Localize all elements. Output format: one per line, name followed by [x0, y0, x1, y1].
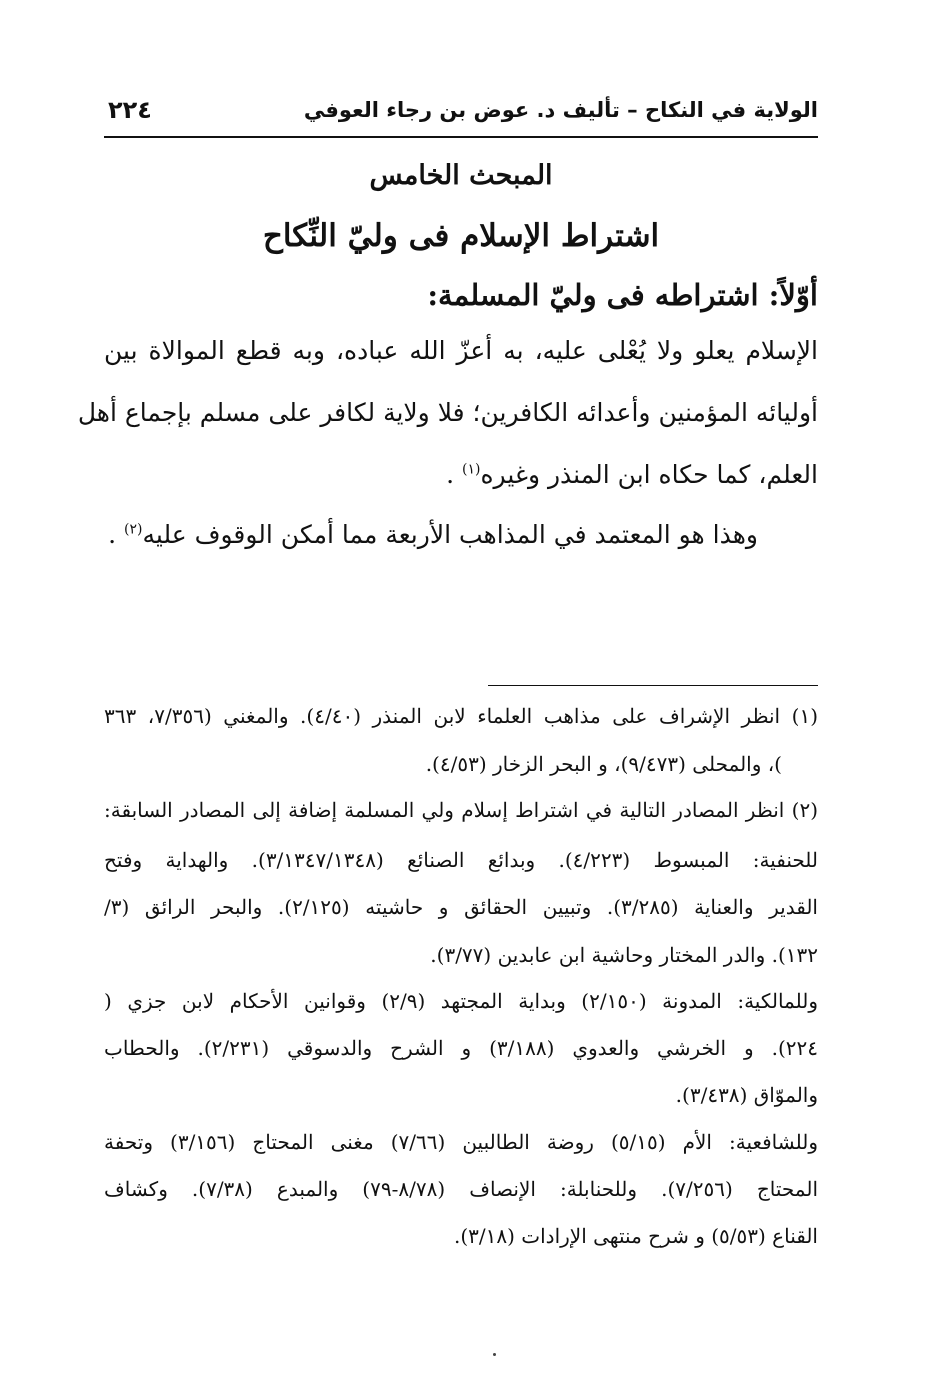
- footnote-1-line-1: (١) انظر الإشراف على مذاهب العلماء لابن المنذر (٤/٤٠). والمغني (٧/٣٥٦، ٣٦٣: [104, 704, 819, 728]
- paragraph-1-end: .: [446, 460, 462, 489]
- page-number: ٢٢٤: [108, 96, 152, 124]
- footnote-2-line-9: المحتاج (٧/٢٥٦). وللحنابلة: الإنصاف (٨/٧٨-٧٩) والمبدع (٧/٣٨). وكشاف: [104, 1177, 818, 1201]
- footnote-2-line-7: والموّاق (٣/٤٣٨).: [675, 1083, 818, 1107]
- footnote-2-line-4: ١٣٢). والدر المختار وحاشية ابن عابدين (٣/٧٧).: [430, 943, 818, 967]
- section-label: المبحث الخامس: [369, 160, 553, 191]
- running-header: [104, 92, 818, 136]
- paragraph-2-text: وهذا هو المعتمد في المذاهب الأربعة مما أمكن الوقوف عليه: [142, 520, 758, 549]
- footnote-ref-1: (١): [461, 461, 481, 478]
- footnote-2-line-5: وللمالكية: المدونة (٢/١٥٠) وبداية المجتهد (٢/٩) وقوانين الأحكام لابن جزي (: [104, 989, 818, 1013]
- paragraph-1-line-2: أوليائه المؤمنين وأعدائه الكافرين؛ فلا ولاية لكافر على مسلم بإجماع أهل: [77, 398, 818, 427]
- footnote-ref-2: (٢): [124, 521, 143, 538]
- footnote-1-line-2: )، والمحلى (٩/٤٧٣)، و البحر الزخار (٤/٥٣).: [425, 752, 782, 776]
- paragraph-2: [104, 520, 758, 549]
- footnote-2-line-8: وللشافعية: الأم (٥/١٥) روضة الطالبين (٧/٦٦) مغنى المحتاج (٣/١٥٦) وتحفة: [104, 1130, 818, 1154]
- footnote-2-line-1: (٢) انظر المصادر التالية في اشتراط إسلام ولي المسلمة إضافة إلى المصادر السابقة:: [104, 798, 818, 822]
- paragraph-1-line-1: الإسلام يعلو ولا يُعْلى عليه، به أعزّ الله عباده، وبه قطع الموالاة بين: [104, 336, 818, 365]
- footnote-2-line-3: القدير والعناية (٣/٢٨٥). وتبيين الحقائق و حاشيته (٢/١٢٥). والبحر الرائق (٣/: [104, 895, 818, 919]
- footnote-2-line-2: للحنفية: المبسوط (٤/٢٢٣). وبدائع الصنائع (٣/١٣٤٧/١٣٤٨). والهداية وفتح: [104, 848, 818, 872]
- footnote-divider: [488, 685, 818, 686]
- footnote-2-line-6: ٢٢٤). و الخرشي والعدوي (٣/١٨٨) و الشرح والدسوقي (٢/٢٣١). والحطاب: [104, 1036, 818, 1060]
- paragraph-2-end: .: [108, 520, 125, 549]
- footnote-2-line-10: القناع (٥/٥٣) و شرح منتهى الإرادات (٣/١٨).: [453, 1224, 818, 1248]
- paragraph-1-line-3-text: العلم، كما حكاه ابن المنذر وغيره: [480, 460, 818, 489]
- scan-speck: [493, 1353, 496, 1356]
- chapter-title: اشتراط الإسلام فى وليّ النِّكاح: [262, 218, 660, 254]
- header-divider: [104, 136, 818, 138]
- paragraph-1-line-3: [104, 460, 818, 489]
- header-title: الولاية في النكاح – تأليف د. عوض بن رجاء العوفي: [303, 98, 818, 122]
- subheading: أوّلاً: اشتراطه فى وليّ المسلمة:: [427, 278, 818, 312]
